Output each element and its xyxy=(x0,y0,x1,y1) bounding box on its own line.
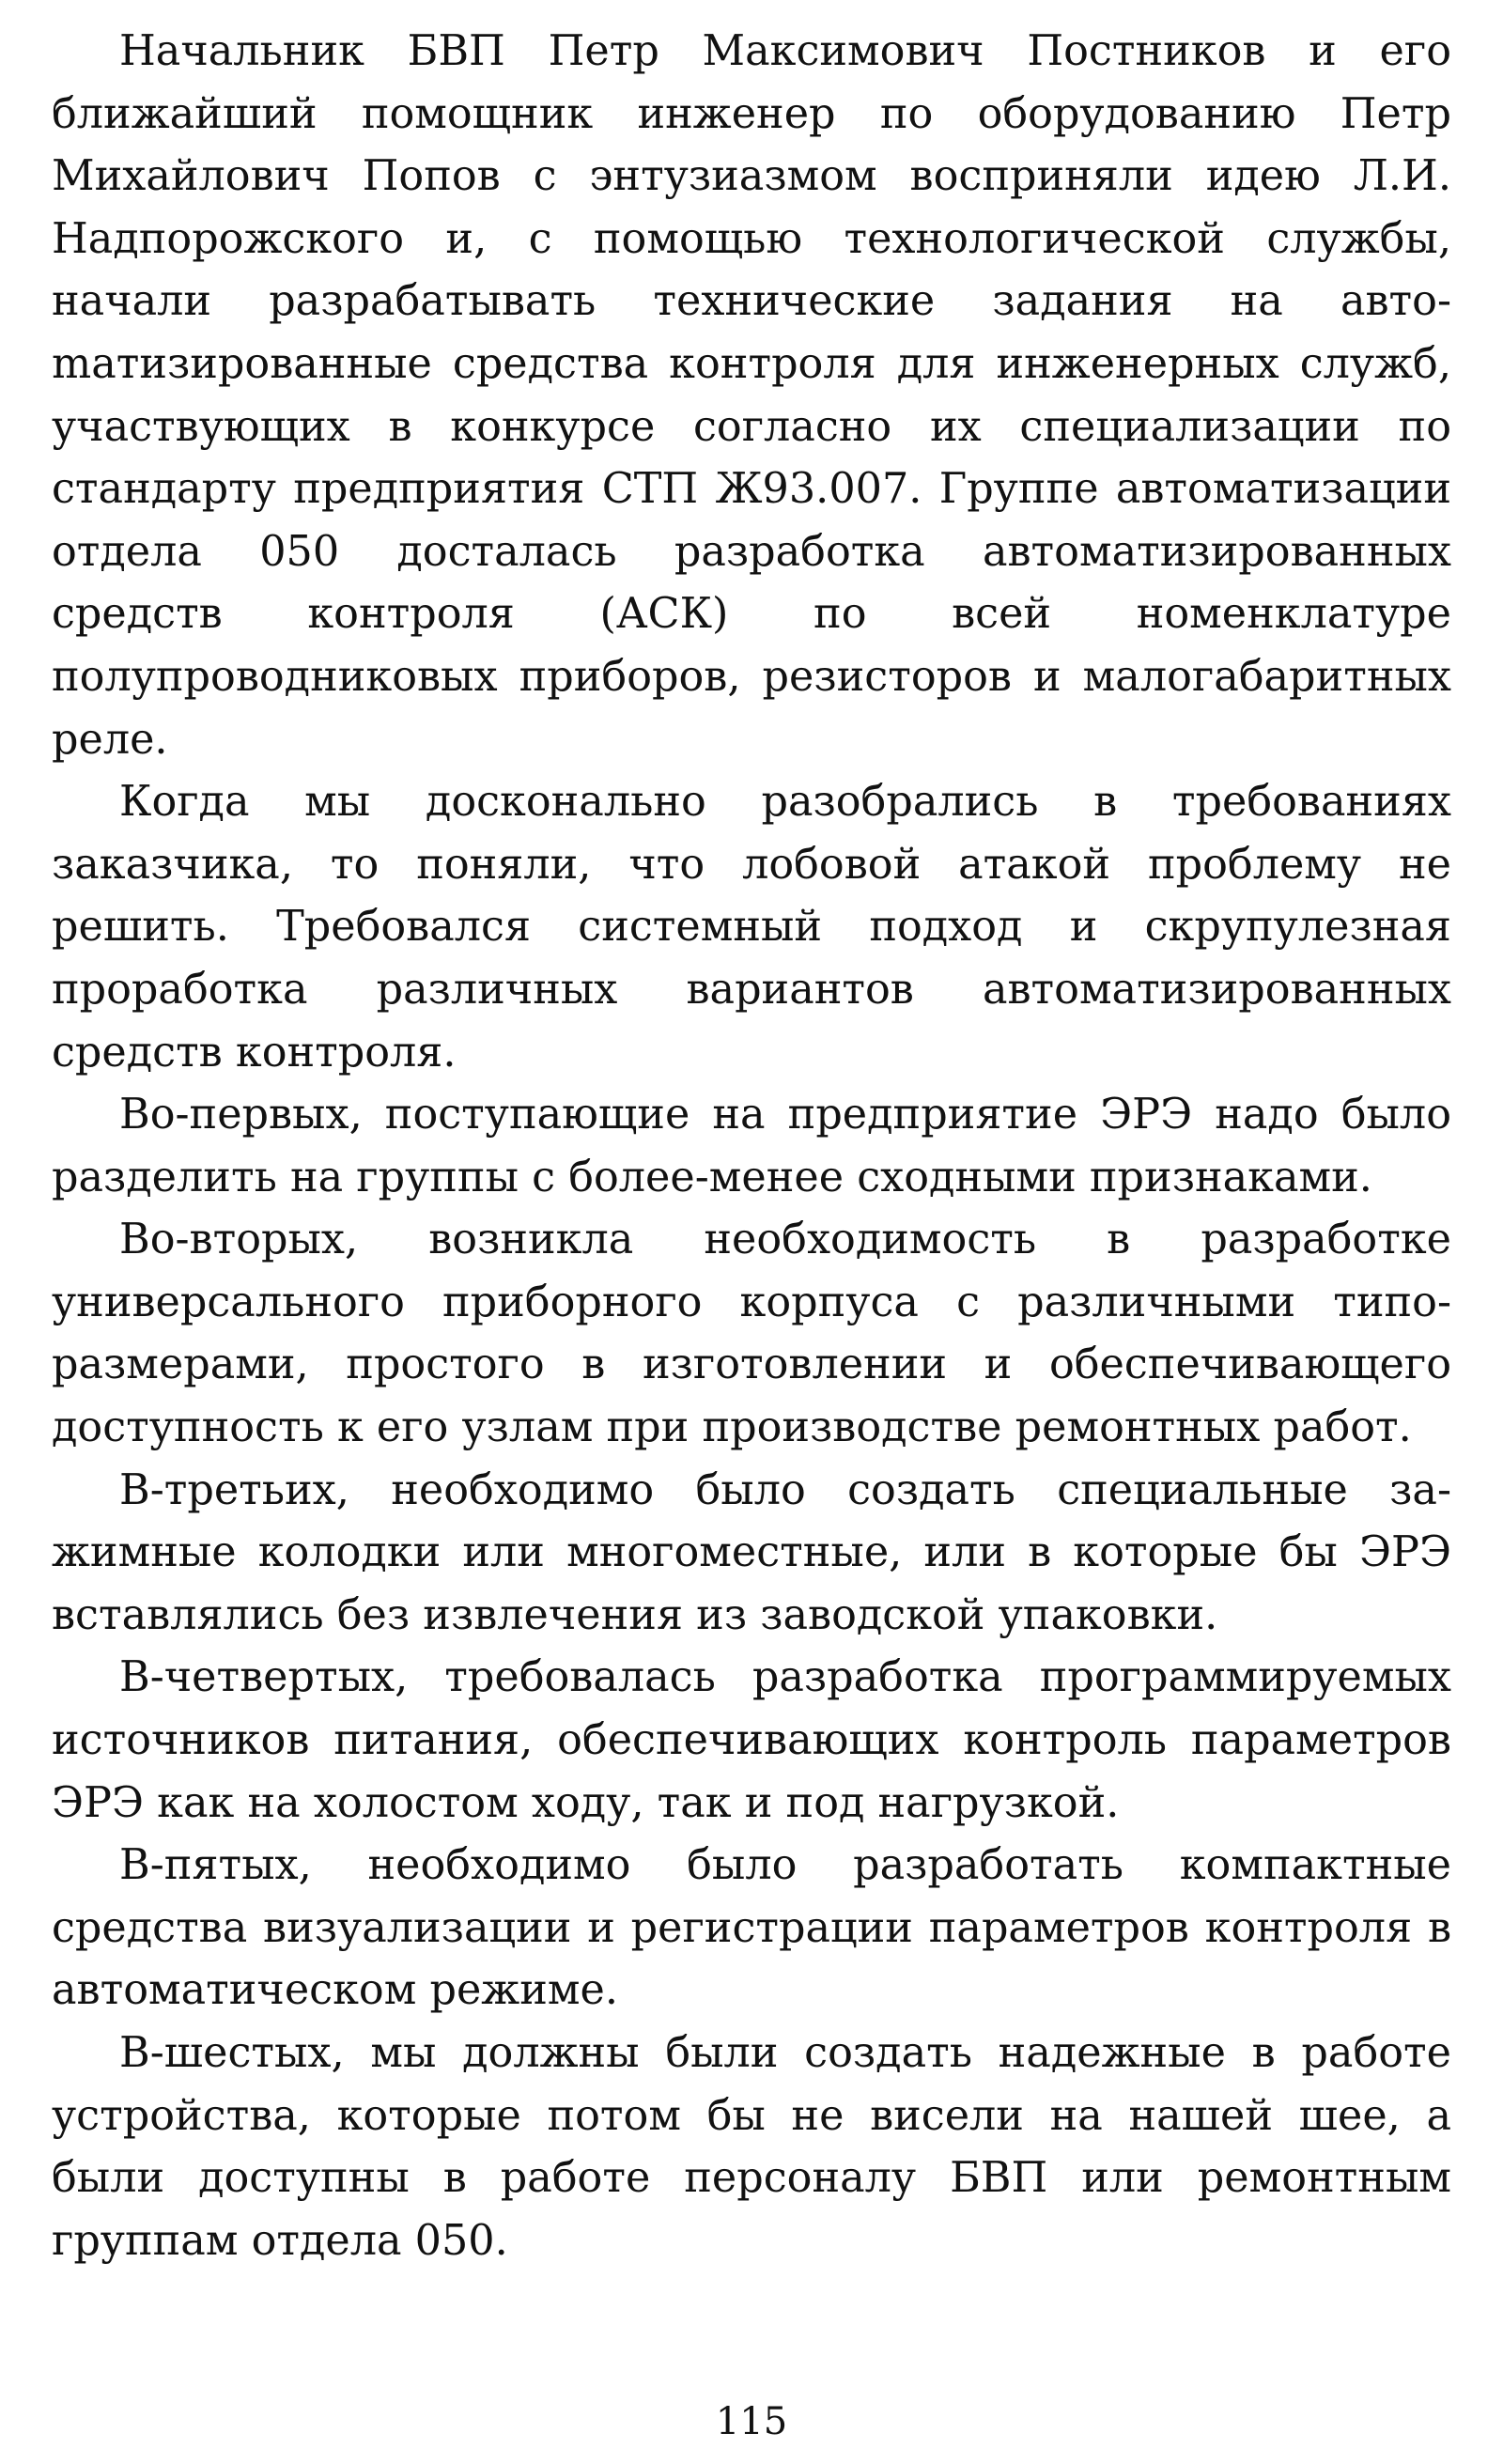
paragraph-4: Во-вторых, возникла необходимость в разработке универсального приборного корпуса с различными типоразмерами, простого в изготовлении и обеспечивающего доступность к его узлам при производстве ремонтных работ. xyxy=(52,1216,1451,1452)
paragraph-3: Во-первых, поступающие на предприятие ЭРЭ надо было разделить на группы с более-менее сходными признаками. xyxy=(52,1091,1451,1201)
paragraph-2: Когда мы досконально разобрались в требованиях заказчика, то поняли, что лобовой атакой проблему не решить. Требовался системный подход и скрупулезная проработка различных вариантов автоматизированных средств контроля. xyxy=(52,778,1451,1077)
paragraph-5: В-третьих, необходимо было создать специальные зажимные колодки или многоместные, или в которые бы ЭРЭ вставлялись без извлечения из заводской упаковки. xyxy=(52,1465,1451,1639)
paragraph-7: В-пятых, необходимо было разработать компактные средства визуализации и регистрации параметров контроля в автоматическом режиме. xyxy=(52,1841,1451,2015)
paragraph-1: Начальник БВП Петр Максимович Постников и его ближайший помощник инженер по оборудованию Петр Михайлович Попов с энтузиазмом восприняли идею Л.И. Надпорожского и, с помощью технологической службы, начали разрабатывать технические задания на автоmатизированные средства контроля для инженерных служб, участвующих в конкурсе согласно их специализации по стандарту предприятия СТП Ж93.007. Группе автоматизации отдела 050 досталась разработка автоматизированных средств контроля (АСК) по всей номенклатуре полупроводниковых приборов, резисторов и малогабаритных реле. xyxy=(52,27,1451,764)
paragraph-8: В-шестых, мы должны были создать надежные в работе устройства, которые потом бы не висели на нашей шее, а были доступны в работе персоналу БВП или ремонтным группам отдела 050. xyxy=(52,2029,1451,2265)
page-body xyxy=(52,21,1451,2272)
page-number: 115 xyxy=(715,2400,788,2443)
paragraph-6: В-четвертых, требовалась разработка программируемых источников питания, обеспечивающих контроль параметров ЭРЭ как на холостом ходу, так и под нагрузкой. xyxy=(52,1653,1451,1827)
